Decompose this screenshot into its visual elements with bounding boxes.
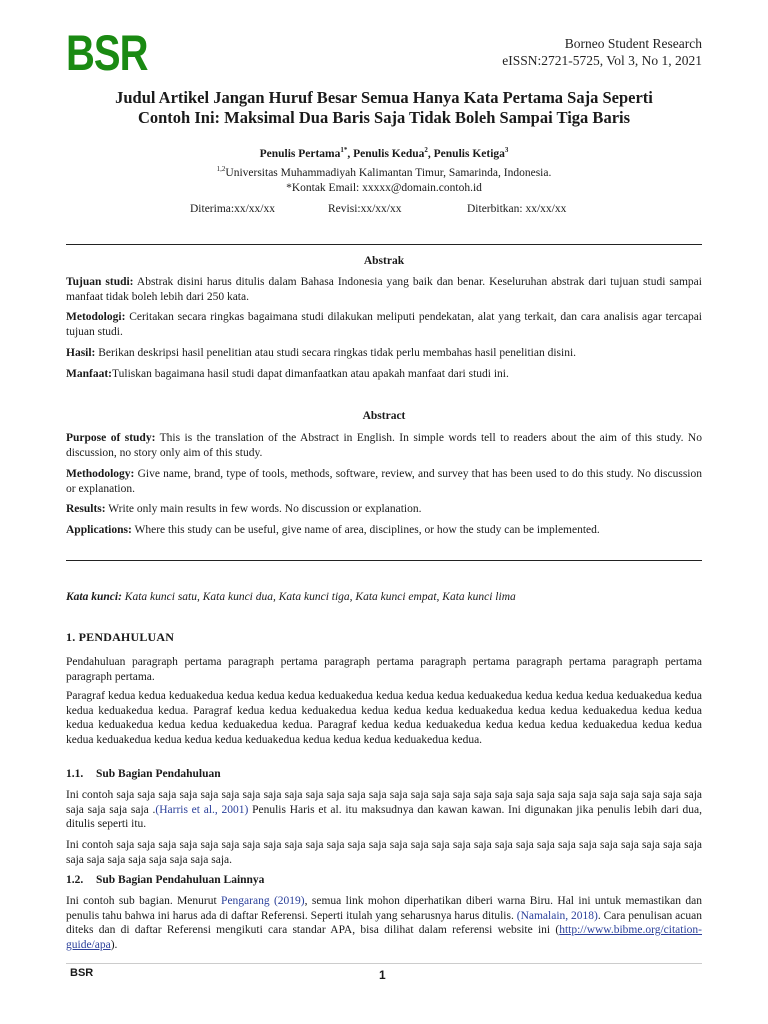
article-title	[66, 88, 702, 128]
abstrak-label: Hasil:	[66, 347, 96, 359]
abstrak-item	[66, 367, 702, 382]
abstract-item	[66, 502, 702, 517]
contact-email: *Kontak Email: xxxxx@domain.contoh.id	[286, 181, 482, 194]
subsection-heading	[66, 768, 221, 780]
journal-issn: eISSN:2721-5725, Vol 3, No 1, 2021	[502, 53, 702, 68]
affiliation-sup: 1,2	[216, 164, 226, 173]
abstrak-label: Tujuan studi:	[66, 276, 134, 288]
date-revised: Revisi:xx/xx/xx	[328, 203, 402, 215]
author-separator: ,	[427, 147, 434, 160]
paragraph-text: Ini contoh saja saja saja saja saja saja saja saja saja saja saja saja saja saja saja saja saja saja saja saja saja saja saja saja saja saja saja saja saja saja saja saja .	[66, 789, 702, 816]
subsection-title: Sub Bagian Pendahuluan	[96, 768, 221, 780]
author-3-sup: 3	[504, 146, 509, 154]
abstract-text: Give name, brand, type of tools, methods, software, review, and survey that has been used to do this study. No discussion or explanation.	[66, 468, 702, 495]
abstract-heading: Abstract	[362, 410, 406, 422]
subsection-paragraph	[66, 788, 702, 832]
abstrak-text: Ceritakan secara ringkas bagaimana studi dilakukan meliputi pendekatan, alat yang terkait, dan cara analisis agar tercapai tujuan studi.	[66, 311, 702, 338]
affiliation-text: Universitas Muhammadiyah Kalimantan Timur, Samarinda, Indonesia.	[225, 166, 552, 179]
divider-bottom	[66, 560, 702, 561]
paragraph-text: Penulis Haris et al. itu maksudnya dan kawan kawan. Ini digunakan jika penulis lebih dari dua, ditulis seperti itu.	[66, 803, 703, 830]
journal-info	[502, 35, 702, 69]
title-line-2: Contoh Ini: Maksimal Dua Baris Saja Tidak Boleh Sampai Tiga Baris	[137, 108, 631, 127]
paragraph-text: . Cara penulisan acuan diteks dan di daftar Referensi mengikuti cara standar APA, bisa dilihat dalam referensi website ini (	[66, 909, 702, 936]
abstrak-heading: Abstrak	[363, 255, 405, 267]
abstract-item	[66, 467, 702, 496]
abstrak-item	[66, 310, 702, 339]
footer-journal: BSR	[70, 967, 94, 979]
intro-paragraph-2: Paragraf kedua kedua keduakedua kedua kedua kedua keduakedua kedua kedua kedua keduakedua kedua kedua kedua keduakedua kedua kedua keduakedua kedua. Paragraf kedua kedua keduakedua kedua kedua kedua keduakedua kedua kedua keduakedua kedua kedua kedua keduakedua kedua kedua keduakedua kedua. Paragraf kedua kedua keduakedua kedua kedua kedua keduakedua kedua kedua kedua keduakedua kedua kedua kedua keduakedua kedua kedua kedua keduakedua kedua.	[66, 690, 702, 746]
subsection-paragraph	[66, 894, 702, 952]
journal-logo: BSR	[66, 26, 148, 81]
affiliation	[66, 162, 702, 181]
author-1-sup: 1*	[340, 146, 348, 154]
abstract-label: Purpose of study:	[66, 432, 156, 444]
abstract-text: Where this study can be useful, give name of area, disciplines, or how the study can be implemented.	[131, 524, 600, 536]
citation-link[interactable]: (Harris et al., 2001)	[155, 803, 249, 816]
keywords-label: Kata kunci:	[66, 591, 122, 603]
subsection-paragraph: Ini contoh saja saja saja saja saja saja saja saja saja saja saja saja saja saja saja saja saja saja saja saja saja saja saja saja saja saja saja saja saja saja saja saja saja saja saja saja.	[66, 839, 702, 866]
footer-divider	[66, 963, 702, 964]
paragraph-text: , semua link mohon diperhatikan diberi warna Biru. Hal ini untuk memastikan dan penulis tahu bahwa ini harus ada di daftar Referensi. Seperti itulah yang seharusnya harus ditulis.	[66, 895, 702, 922]
subsection-title: Sub Bagian Pendahuluan Lainnya	[96, 874, 265, 886]
subsection-number: 1.1.	[66, 768, 84, 780]
abstrak-label: Manfaat:	[66, 368, 112, 380]
abstract-item	[66, 431, 702, 460]
author-3: Penulis Ketiga	[433, 147, 505, 160]
paragraph-text: ).	[110, 938, 118, 951]
abstrak-item	[66, 275, 702, 304]
abstract-text: This is the translation of the Abstract in English. In simple words tell to readers about the aim of this study. No discussion, no story only aim of this study.	[66, 432, 702, 459]
author-separator: ,	[347, 147, 354, 160]
abstract-label: Applications:	[66, 524, 132, 536]
citation-link[interactable]: (Namalain, 2018)	[516, 909, 598, 922]
date-published: Diterbitkan: xx/xx/xx	[467, 203, 567, 215]
abstract-label: Methodology:	[66, 468, 135, 480]
abstrak-item	[66, 346, 702, 361]
citation-link[interactable]: Pengarang (2019)	[221, 895, 305, 907]
author-2: Penulis Kedua	[353, 147, 425, 160]
abstrak-text: Tuliskan bagaimana hasil studi dapat dimanfaatkan atau apakah manfaat dari studi ini.	[112, 368, 509, 380]
author-block	[66, 143, 702, 196]
page-number: 1	[379, 968, 386, 982]
date-received: Diterima:xx/xx/xx	[190, 203, 275, 215]
section-heading: 1. PENDAHULUAN	[66, 630, 175, 644]
abstract-label: Results:	[66, 503, 106, 515]
journal-name: Borneo Student Research	[564, 36, 702, 51]
abstrak-text: Berikan deskripsi hasil penelitian atau studi secara ringkas tidak perlu membahas hasil penelitian disini.	[95, 347, 577, 359]
paragraph-text: Ini contoh sub bagian. Menurut	[66, 895, 222, 907]
abstrak-label: Metodologi:	[66, 311, 126, 323]
title-line-1: Judul Artikel Jangan Huruf Besar Semua Hanya Kata Pertama Saja Seperti	[115, 88, 653, 107]
abstract-item	[66, 523, 702, 538]
abstrak-text: Abstrak disini harus ditulis dalam Bahasa Indonesia yang baik dan benar. Keseluruhan abstrak dari tujuan studi sampai manfaat tidak boleh lebih dari 250 kata.	[66, 276, 702, 303]
subsection-heading	[66, 874, 264, 886]
abstract-text: Write only main results in few words. No discussion or explanation.	[105, 503, 422, 515]
subsection-number: 1.2.	[66, 874, 84, 886]
author-2-sup: 2	[424, 146, 428, 154]
author-list	[66, 143, 702, 162]
intro-paragraph-1: Pendahuluan paragraph pertama paragraph pertama paragraph pertama paragraph pertama paragraph pertama paragraph pertama paragraph pertama.	[66, 656, 702, 683]
reference-url-link[interactable]: http://www.bibme.org/citation-guide/apa	[66, 924, 702, 951]
divider-top	[66, 244, 702, 245]
keywords	[66, 591, 516, 603]
keywords-text: Kata kunci satu, Kata kunci dua, Kata kunci tiga, Kata kunci empat, Kata kunci lima	[121, 591, 516, 603]
author-1: Penulis Pertama	[259, 147, 341, 160]
